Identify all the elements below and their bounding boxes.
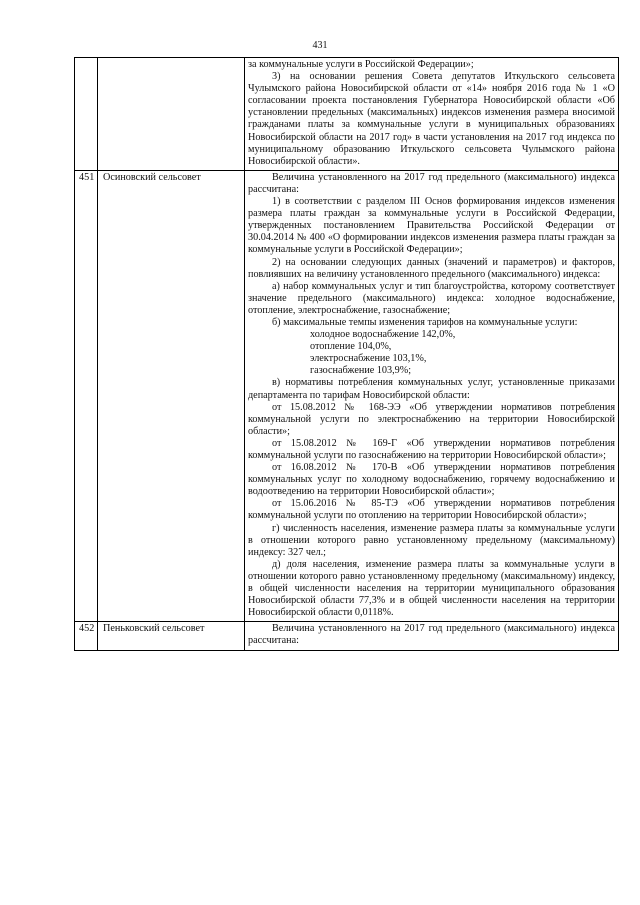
paragraph: д) доля населения, изменение размера платы за коммунальные услуги в отношении которого равно установленному предельному (максимальному) индексу, в общей численности населения на территории муниципального образования Новосибирской области 77,3% и в общей численности населения на территории Новосибирской области 0,0118%. [248,558,615,619]
paragraph: 3) на основании решения Совета депутатов Иткульского сельсовета Чулымского района Новосибирской области от «14» ноября 2016 года № 1 «О согласовании проекта постановления Губернатора Новосибирской области «Об установлении предельных (максимальных) индексов изменения размера вносимой гражданами платы за коммунальные услуги в муниципальных образованиях Новосибирской области на 2017 год» в части установления на 2017 год индекса по муниципальному образованию Иткульского сельсовета Чулымского района Новосибирской области». [248,71,615,167]
tariff-rate-line: газоснабжение 103,9%; [310,365,412,377]
table-row [75,622,619,650]
municipality-name-cell: Пеньковский сельсовет [98,622,245,650]
description-cell [245,622,619,650]
order-paragraph: от 16.08.2012 № 170-В «Об утверждении нормативов потребления коммунальных услуг по холодному водоснабжению, горячему водоснабжению и водоотведению на территории Новосибирской области»; [248,462,615,498]
description-cell [245,170,619,621]
paragraph: Величина установленного на 2017 год предельного (максимального) индекса рассчитана: [248,171,615,195]
tariff-rate-line: отопление 104,0%, [310,341,392,353]
row-number-cell [75,58,98,171]
description-cell [245,58,619,171]
paragraph: а) набор коммунальных услуг и тип благоустройства, которому соответствует значение предельного (максимального) индекса: холодное водоснабжение, отопление, электроснабжение, газоснабжение; [248,280,615,316]
paragraph: г) численность населения, изменение размера платы за коммунальные услуги в отношении которого равно установленному предельному (максимальному) индексу: 327 чел.; [248,522,615,558]
tariff-rate-line: электроснабжение 103,1%, [310,353,427,365]
paragraph: б) максимальные темпы изменения тарифов на коммунальные услуги: [272,316,578,328]
order-paragraph: от 15.08.2012 № 169-Г «Об утверждении нормативов потребления коммунальной услуги по газоснабжению на территории Новосибирской области»; [248,437,615,461]
table-row [75,170,619,621]
row-number-cell: 451 [75,170,98,621]
order-paragraph: от 15.08.2012 № 168-ЭЭ «Об утверждении нормативов потребления коммунальной услуги по электроснабжению на территории Новосибирской области»; [248,401,615,437]
paragraph: Величина установленного на 2017 год предельного (максимального) индекса рассчитана: [248,623,615,647]
paragraph: за коммунальные услуги в Российской Федерации»; [248,59,474,70]
order-paragraph: от 15.06.2016 № 85-ТЭ «Об утверждении нормативов потребления коммунальной услуги по отоплению на территории Новосибирской области»; [248,498,615,522]
paragraph: 1) в соответствии с разделом III Основ формирования индексов изменения размера платы граждан за коммунальные услуги в Российской Федерации, утвержденных постановлением Правительства Российской Федерации от 30.04.2014 № 400 «О формировании индексов изменения размера платы граждан за коммунальные услуги в Российской Федерации»; [248,196,615,256]
tariff-rate-line: холодное водоснабжение 142,0%, [310,329,456,341]
paragraph: 2) на основании следующих данных (значений и параметров) и факторов, повлиявших на величину установленного предельного (максимального) индекса: [248,256,615,280]
page-number: 431 [312,40,328,51]
municipality-name-cell [98,58,245,171]
municipality-name-cell: Осиновский сельсовет [98,170,245,621]
municipal-index-table [74,57,619,651]
paragraph: в) нормативы потребления коммунальных услуг, установленные приказами департамента по тарифам Новосибирской области: [248,377,615,401]
table-row [75,58,619,171]
row-number-cell: 452 [75,622,98,650]
